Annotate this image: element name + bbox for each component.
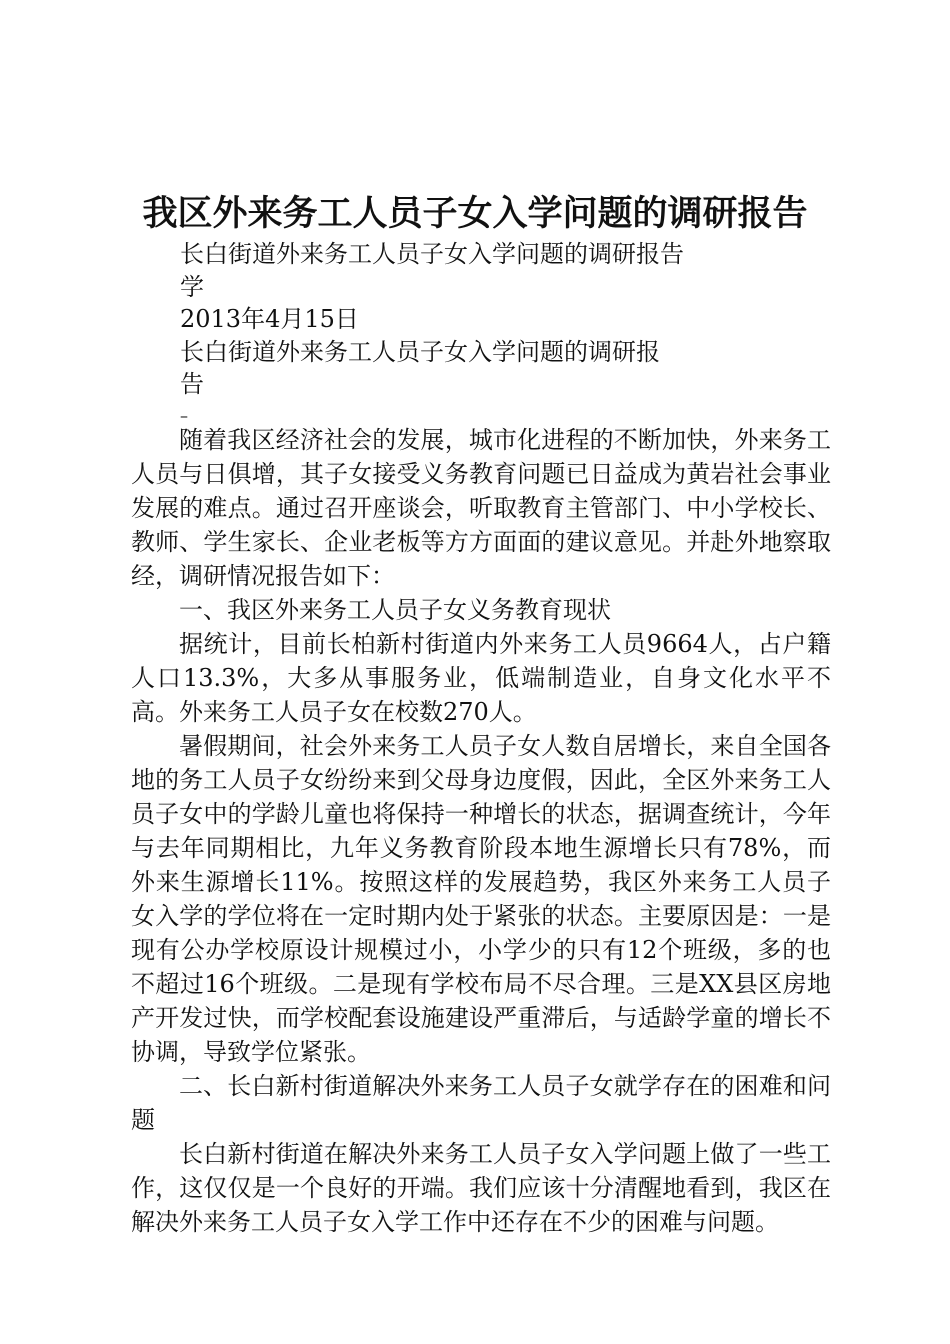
body-text (131, 423, 831, 1239)
header-line: 长白街道外来务工人员子女入学问题的调研报 (180, 337, 660, 366)
paragraph: 随着我区经济社会的发展，城市化进程的不断加快，外来务工人员与日俱增，其子女接受义务教育问题已日益成为黄岩社会事业发展的难点。通过召开座谈会，听取教育主管部门、中小学校长、教师、学生家长、企业老板等方方面面的建议意见。并赴外地察取经，调研情况报告如下： (131, 426, 831, 590)
section-heading: 二、长白新村街道解决外来务工人员子女就学存在的困难和问题 (131, 1072, 831, 1134)
paragraph: 暑假期间，社会外来务工人员子女人数自居增长，来自全国各地的务工人员子女纷纷来到父母身边度假，因此，全区外来务工人员子女中的学龄儿童也将保持一种增长的状态，据调查统计，今年与去年同期相比，九年义务教育阶段本地生源增长只有78%，而外来生源增长11%。按照这样的发展趋势，我区外来务工人员子女入学的学位将在一定时期内处于紧张的状态。主要原因是：一是现有公办学校原设计规模过小，小学少的只有12个班级，多的也不超过16个班级。二是现有学校布局不尽合理。三是XX县区房地产开发过快，而学校配套设施建设严重滞后，与适龄学童的增长不协调，导致学位紧张。 (131, 732, 831, 1066)
header-line: 告 (180, 370, 204, 398)
paragraph: 据统计，目前长柏新村街道内外来务工人员9664人，占户籍人口13.3%，大多从事服务业，低端制造业，自身文化水平不高。外来务工人员子女在校数270人。 (131, 630, 831, 726)
document-title: 我区外来务工人员子女入学问题的调研报告 (142, 193, 808, 234)
section-heading: 一、我区外来务工人员子女义务教育现状 (179, 596, 611, 624)
header-block (180, 238, 830, 431)
paragraph: 长白新村街道在解决外来务工人员子女入学问题上做了一些工作，这仅仅是一个良好的开端。我们应该十分清醒地看到，我区在解决外来务工人员子女入学工作中还存在不少的困难与问题。 (131, 1140, 831, 1236)
header-line: 学 (180, 272, 204, 301)
header-dash: – (180, 405, 188, 425)
header-date: 2013年4月15日 (180, 305, 359, 333)
header-line: 长白街道外来务工人员子女入学问题的调研报告 (180, 240, 684, 268)
